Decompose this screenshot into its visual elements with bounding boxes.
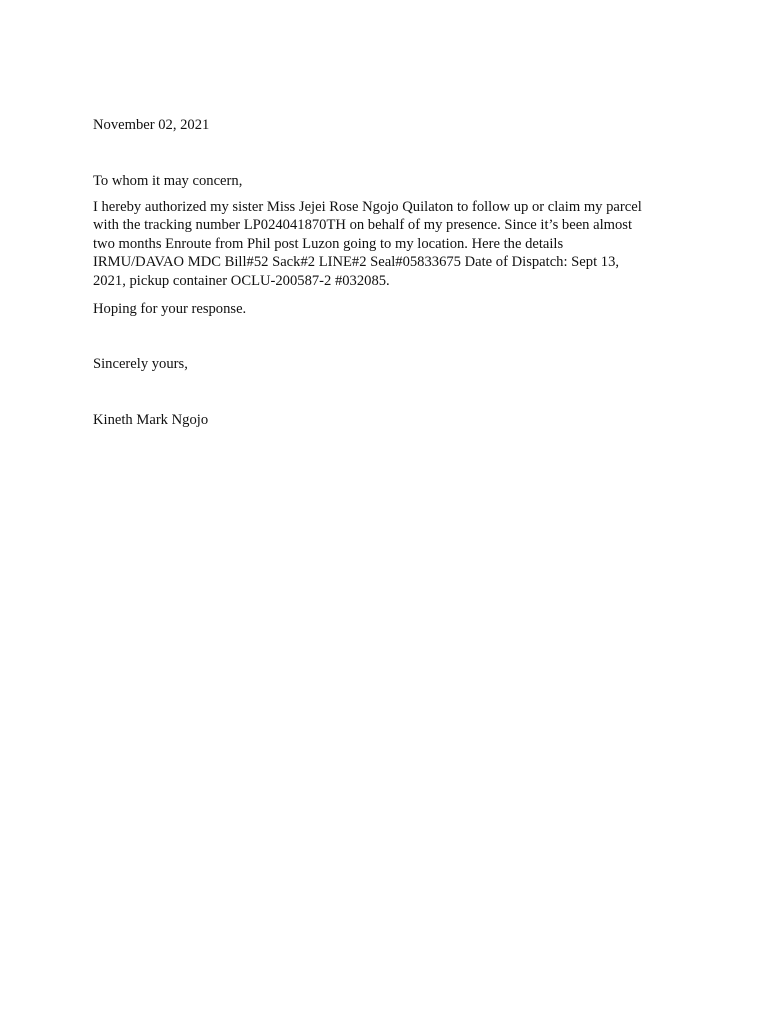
letter-body-line: IRMU/DAVAO MDC Bill#52 Sack#2 LINE#2 Seal#05833675 Date of Dispatch: Sept 13, [93,254,620,271]
letter-sign-off: Sincerely yours, [93,356,188,372]
letter-signatory: Kineth Mark Ngojo [93,412,209,428]
letter-closing-note: Hoping for your response. [93,301,247,317]
letter-body-line: with the tracking number LP024041870TH on behalf of my presence. Since it’s been almost [93,217,633,234]
letter-body-line: two months Enroute from Phil post Luzon going to my location. Here the details [93,235,564,252]
letter-body [93,198,642,290]
letter-salutation: To whom it may concern, [93,173,243,189]
letter-date: November 02, 2021 [93,117,210,133]
letter-body-line: I hereby authorized my sister Miss Jejei Rose Ngojo Quilaton to follow up or claim my parcel [93,199,642,215]
letter-body-line: 2021, pickup container OCLU-200587-2 #032085. [93,272,390,289]
